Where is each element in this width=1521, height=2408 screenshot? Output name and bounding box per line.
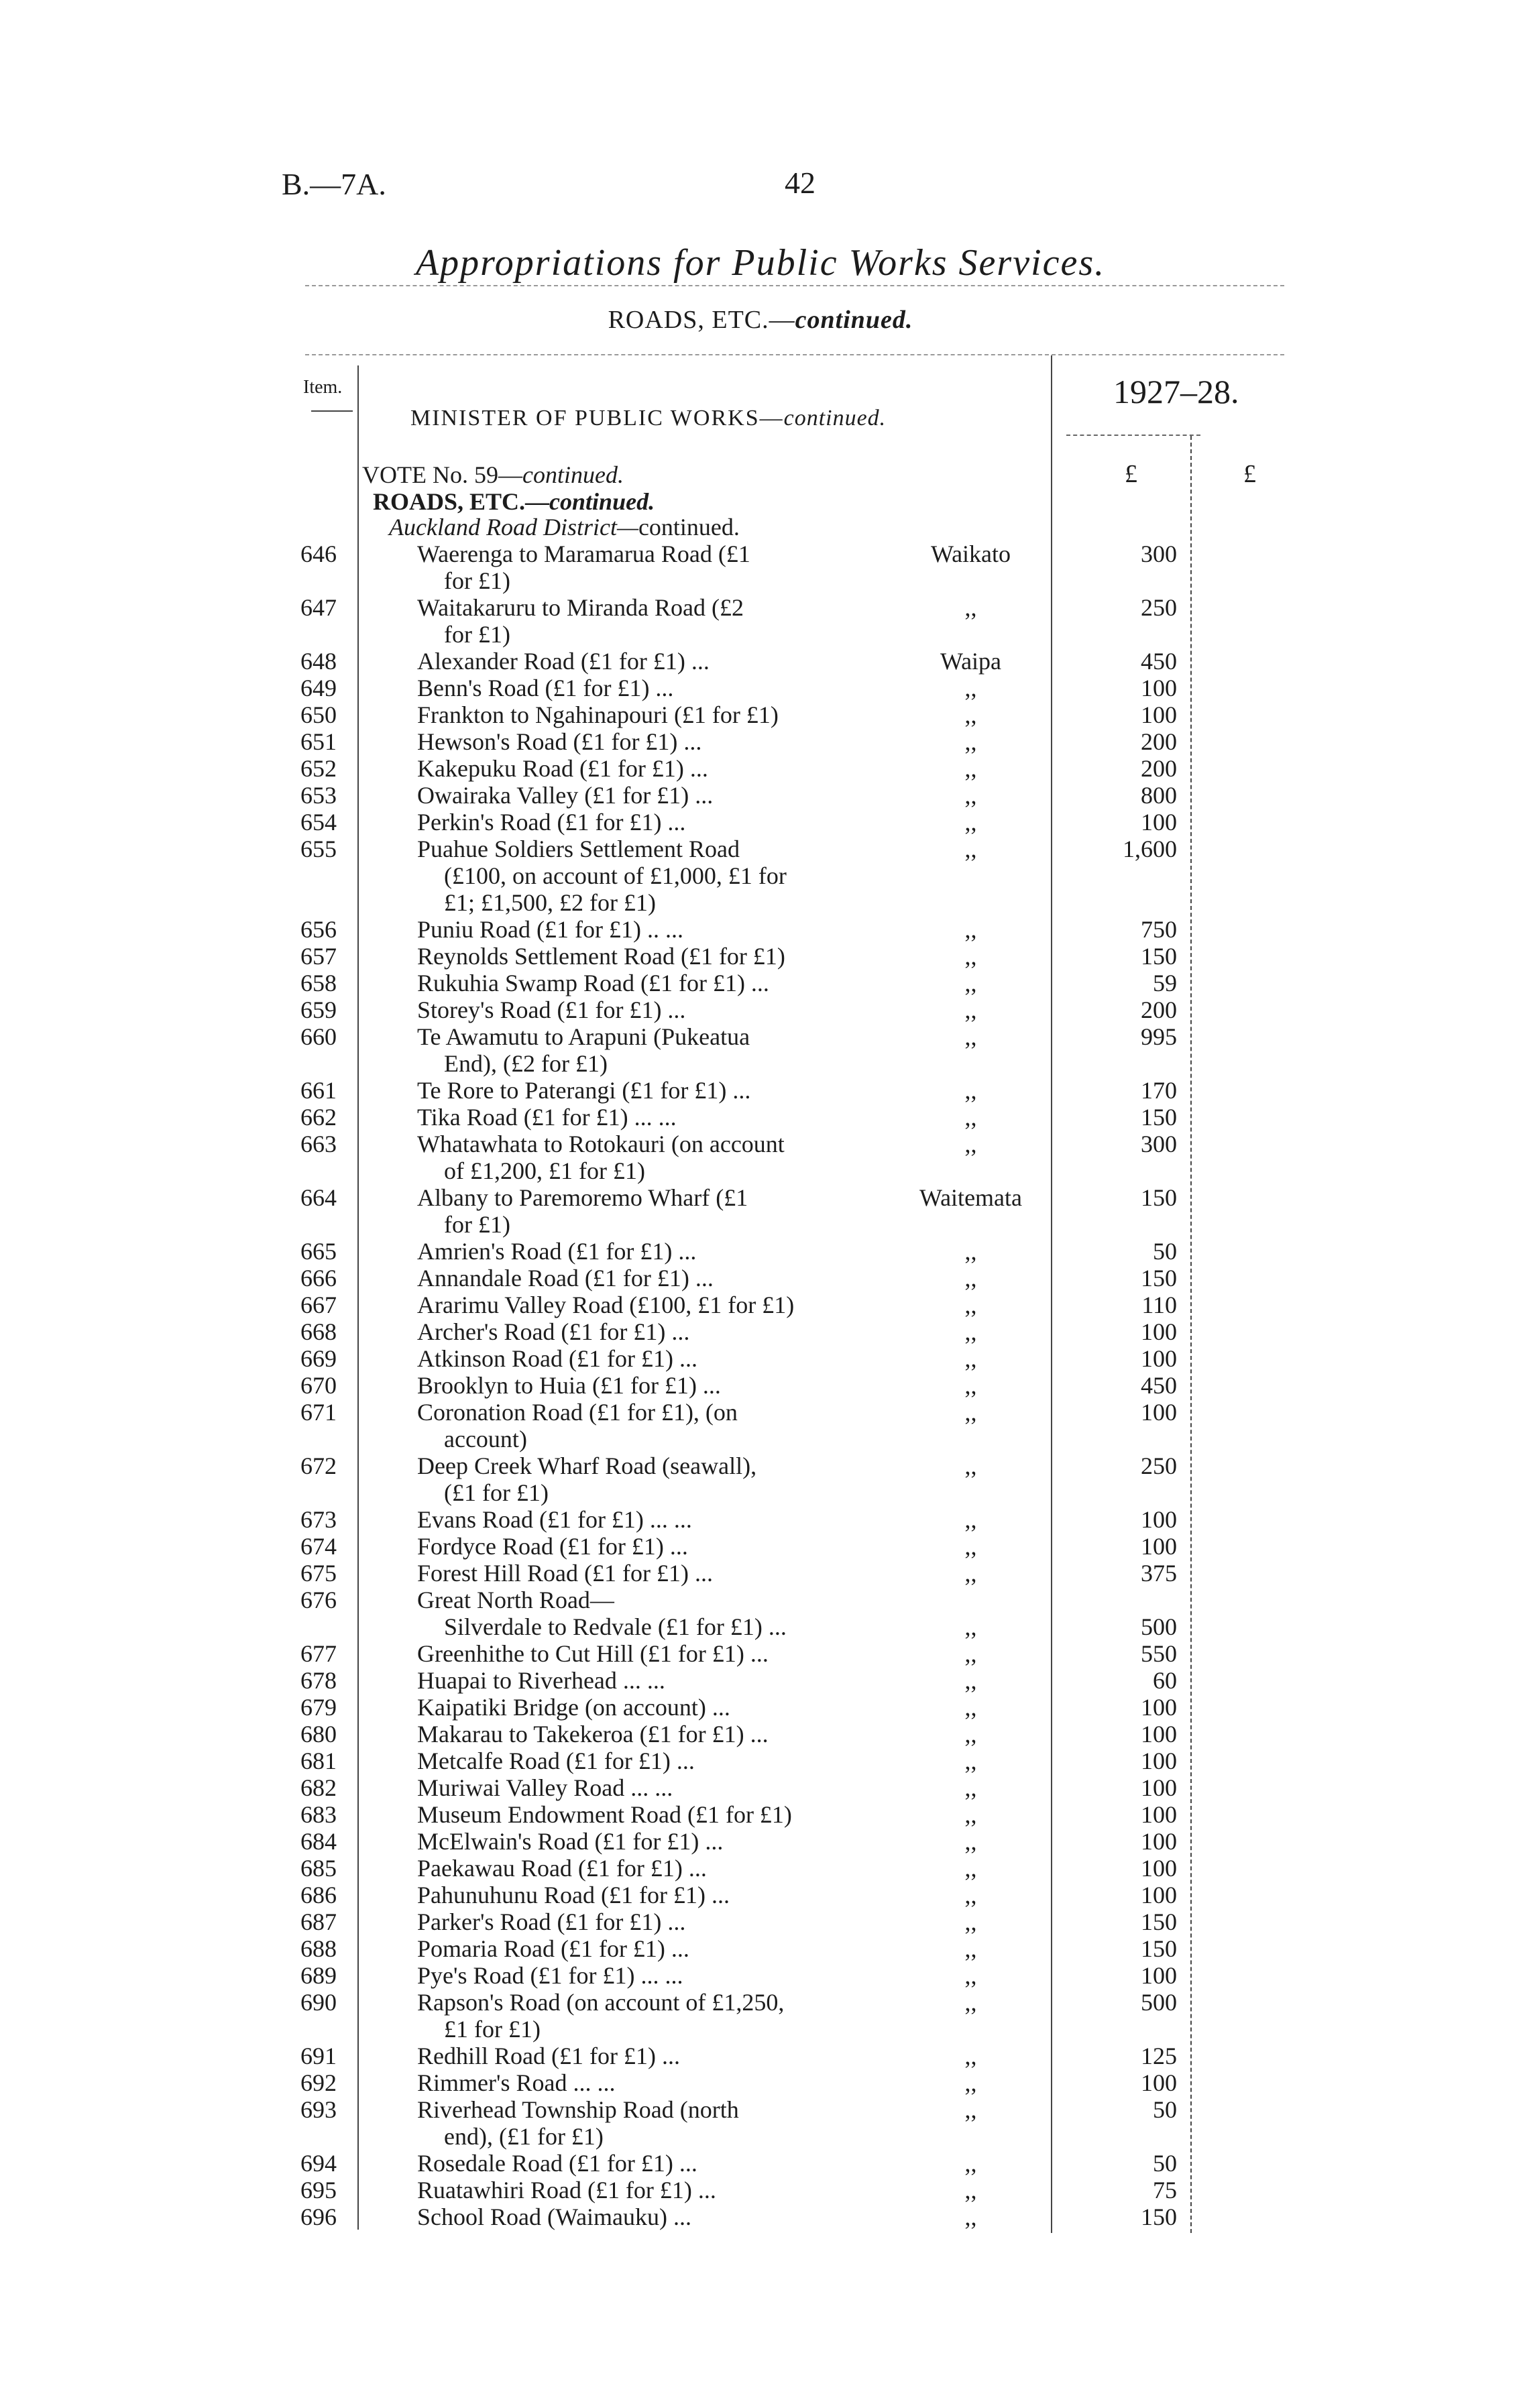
item-number: 673 xyxy=(300,1506,337,1533)
electoral-district: ,, xyxy=(964,2096,977,2123)
item-number: 688 xyxy=(300,1935,337,1962)
item-description xyxy=(417,782,860,809)
electoral-district: ,, xyxy=(964,1747,977,1774)
item-description xyxy=(417,1023,860,1077)
description-line: Te Rore to Paterangi (£1 for £1) ... xyxy=(417,1077,751,1104)
amount: 150 xyxy=(1141,1265,1177,1292)
item-description xyxy=(417,836,860,916)
amount: 100 xyxy=(1141,2069,1177,2096)
amount: 150 xyxy=(1141,943,1177,970)
item-description xyxy=(417,1721,860,1747)
electoral-district: ,, xyxy=(964,1265,977,1292)
amount: 75 xyxy=(1153,2177,1177,2203)
item-number: 660 xyxy=(300,1023,337,1050)
item-number: 652 xyxy=(300,755,337,782)
item-number: 678 xyxy=(300,1667,337,1694)
item-number: 687 xyxy=(300,1908,337,1935)
amount: 150 xyxy=(1141,2203,1177,2230)
currency-header-1: £ xyxy=(1125,460,1137,488)
amount: 800 xyxy=(1141,782,1177,809)
amount: 500 xyxy=(1141,1613,1177,1640)
vote-heading: VOTE No. 59—continued. xyxy=(362,461,624,488)
item-number: 677 xyxy=(300,1640,337,1667)
amount: 995 xyxy=(1141,1023,1177,1050)
description-line: Ruatawhiri Road (£1 for £1) ... xyxy=(417,2177,716,2203)
description-line: Silverdale to Redvale (£1 for £1) ... xyxy=(444,1613,787,1640)
electoral-district: ,, xyxy=(964,1801,977,1828)
electoral-district: ,, xyxy=(964,1292,977,1318)
item-description xyxy=(417,1238,860,1265)
description-line: Deep Creek Wharf Road (seawall), xyxy=(417,1452,757,1479)
amount: 375 xyxy=(1141,1560,1177,1587)
description-line: (£1 for £1) xyxy=(444,1479,549,1506)
electoral-district: ,, xyxy=(964,1560,977,1587)
electoral-district: ,, xyxy=(964,970,977,996)
item-number: 674 xyxy=(300,1533,337,1560)
amount: 50 xyxy=(1153,2096,1177,2123)
roads-subheading: ROADS, ETC.—continued. xyxy=(373,488,655,515)
description-line: Albany to Paremoremo Wharf (£1 xyxy=(417,1184,748,1211)
amount: 500 xyxy=(1141,1989,1177,2016)
electoral-district: ,, xyxy=(964,809,977,836)
amount: 100 xyxy=(1141,1399,1177,1426)
description-line: Frankton to Ngahinapouri (£1 for £1) xyxy=(417,701,779,728)
amount: 200 xyxy=(1141,755,1177,782)
amount: 60 xyxy=(1153,1667,1177,1694)
electoral-district: ,, xyxy=(964,1077,977,1104)
item-number: 663 xyxy=(300,1131,337,1157)
electoral-district: ,, xyxy=(964,675,977,701)
item-number: 656 xyxy=(300,916,337,943)
item-description xyxy=(417,1372,860,1399)
amount: 100 xyxy=(1141,1774,1177,1801)
item-number: 685 xyxy=(300,1855,337,1882)
amount: 100 xyxy=(1141,809,1177,836)
electoral-district: ,, xyxy=(964,2043,977,2069)
description-line: Rukuhia Swamp Road (£1 for £1) ... xyxy=(417,970,769,996)
description-line: for £1) xyxy=(444,1211,510,1238)
item-number: 666 xyxy=(300,1265,337,1292)
item-description xyxy=(417,1640,860,1667)
description-line: Pomaria Road (£1 for £1) ... xyxy=(417,1935,689,1962)
amount: 100 xyxy=(1141,1506,1177,1533)
description-line: Ararimu Valley Road (£100, £1 for £1) xyxy=(417,1292,795,1318)
item-description xyxy=(417,1560,860,1587)
item-description xyxy=(417,2203,860,2230)
item-number: 683 xyxy=(300,1801,337,1828)
description-line: end), (£1 for £1) xyxy=(444,2123,604,2150)
item-number: 648 xyxy=(300,648,337,675)
description-line: Coronation Road (£1 for £1), (on xyxy=(417,1399,738,1426)
description-line: Rapson's Road (on account of £1,250, xyxy=(417,1989,785,2016)
description-line: Te Awamutu to Arapuni (Pukeatua xyxy=(417,1023,750,1050)
description-line: Amrien's Road (£1 for £1) ... xyxy=(417,1238,697,1265)
description-line: Parker's Road (£1 for £1) ... xyxy=(417,1908,686,1935)
description-line: Waerenga to Maramarua Road (£1 xyxy=(417,540,750,567)
item-number: 670 xyxy=(300,1372,337,1399)
item-number: 646 xyxy=(300,540,337,567)
electoral-district: ,, xyxy=(964,1774,977,1801)
description-line: account) xyxy=(444,1426,527,1452)
description-line: for £1) xyxy=(444,621,510,648)
year-column-header: 1927–28. xyxy=(1113,373,1239,410)
electoral-district: ,, xyxy=(964,1506,977,1533)
description-line: Storey's Road (£1 for £1) ... xyxy=(417,996,686,1023)
electoral-district: ,, xyxy=(964,594,977,621)
amount: 100 xyxy=(1141,1694,1177,1721)
electoral-district: ,, xyxy=(964,1935,977,1962)
description-line: Museum Endowment Road (£1 for £1) xyxy=(417,1801,792,1828)
document-reference: B.—7A. xyxy=(282,167,386,201)
electoral-district: ,, xyxy=(964,782,977,809)
electoral-district: ,, xyxy=(964,2203,977,2230)
description-line: Benn's Road (£1 for £1) ... xyxy=(417,675,674,701)
amount: 100 xyxy=(1141,1855,1177,1882)
item-description xyxy=(417,1613,860,1640)
description-line: Alexander Road (£1 for £1) ... xyxy=(417,648,710,675)
item-number: 651 xyxy=(300,728,337,755)
description-line: Muriwai Valley Road ... ... xyxy=(417,1774,673,1801)
item-number: 665 xyxy=(300,1238,337,1265)
item-description xyxy=(417,1908,860,1935)
description-line: Waitakaruru to Miranda Road (£2 xyxy=(417,594,744,621)
item-number: 690 xyxy=(300,1989,337,2016)
amount: 100 xyxy=(1141,1721,1177,1747)
item-description xyxy=(417,1399,860,1452)
section-heading: ROADS, ETC.—continued. xyxy=(608,306,913,334)
item-description xyxy=(417,809,860,836)
item-description xyxy=(417,540,860,594)
description-line: Reynolds Settlement Road (£1 for £1) xyxy=(417,943,785,970)
amount: 125 xyxy=(1141,2043,1177,2069)
item-number: 647 xyxy=(300,594,337,621)
electoral-district: ,, xyxy=(964,1667,977,1694)
electoral-district: ,, xyxy=(964,1855,977,1882)
electoral-district: ,, xyxy=(964,2150,977,2177)
item-description xyxy=(417,701,860,728)
item-column-header: Item. xyxy=(303,377,343,398)
description-line: End), (£2 for £1) xyxy=(444,1050,608,1077)
amount: 1,600 xyxy=(1123,836,1177,862)
item-description xyxy=(417,648,860,675)
amount: 170 xyxy=(1141,1077,1177,1104)
description-line: of £1,200, £1 for £1) xyxy=(444,1157,645,1184)
item-number: 672 xyxy=(300,1452,337,1479)
item-description xyxy=(417,1587,860,1613)
description-line: Kaipatiki Bridge (on account) ... xyxy=(417,1694,730,1721)
description-line: Makarau to Takekeroa (£1 for £1) ... xyxy=(417,1721,769,1747)
amount: 59 xyxy=(1153,970,1177,996)
electoral-district: ,, xyxy=(964,1318,977,1345)
item-number: 675 xyxy=(300,1560,337,1587)
page-title: Appropriations for Public Works Services. xyxy=(415,242,1106,284)
description-line: Fordyce Road (£1 for £1) ... xyxy=(417,1533,688,1560)
item-description xyxy=(417,2150,860,2177)
description-line: Archer's Road (£1 for £1) ... xyxy=(417,1318,690,1345)
description-line: Greenhithe to Cut Hill (£1 for £1) ... xyxy=(417,1640,769,1667)
description-line: Atkinson Road (£1 for £1) ... xyxy=(417,1345,697,1372)
electoral-district: Waitemata xyxy=(919,1184,1023,1211)
amount: 150 xyxy=(1141,1184,1177,1211)
description-line: Pye's Road (£1 for £1) ... ... xyxy=(417,1962,683,1989)
amount: 750 xyxy=(1141,916,1177,943)
description-line: Huapai to Riverhead ... ... xyxy=(417,1667,665,1694)
item-description xyxy=(417,916,860,943)
amount: 110 xyxy=(1141,1292,1177,1318)
electoral-district: ,, xyxy=(964,836,977,862)
description-line: (£100, on account of £1,000, £1 for xyxy=(444,862,787,889)
amount: 100 xyxy=(1141,1962,1177,1989)
item-description xyxy=(417,1292,860,1318)
item-number: 679 xyxy=(300,1694,337,1721)
electoral-district: ,, xyxy=(964,1345,977,1372)
electoral-district: ,, xyxy=(964,916,977,943)
item-number: 650 xyxy=(300,701,337,728)
description-line: Perkin's Road (£1 for £1) ... xyxy=(417,809,686,836)
amount: 200 xyxy=(1141,728,1177,755)
electoral-district: ,, xyxy=(964,755,977,782)
amount: 100 xyxy=(1141,1747,1177,1774)
item-number: 658 xyxy=(300,970,337,996)
item-description xyxy=(417,943,860,970)
item-description xyxy=(417,970,860,996)
electoral-district: ,, xyxy=(964,2177,977,2203)
item-description xyxy=(417,1452,860,1506)
description-line: Hewson's Road (£1 for £1) ... xyxy=(417,728,702,755)
description-line: Brooklyn to Huia (£1 for £1) ... xyxy=(417,1372,721,1399)
item-number: 657 xyxy=(300,943,337,970)
item-column-divider xyxy=(357,365,359,2230)
item-number: 671 xyxy=(300,1399,337,1426)
item-number: 680 xyxy=(300,1721,337,1747)
amount: 450 xyxy=(1141,1372,1177,1399)
electoral-district: Waikato xyxy=(930,540,1011,567)
item-number: 649 xyxy=(300,675,337,701)
item-number: 694 xyxy=(300,2150,337,2177)
description-line: Kakepuku Road (£1 for £1) ... xyxy=(417,755,708,782)
electoral-district: ,, xyxy=(964,1989,977,2016)
item-description xyxy=(417,1345,860,1372)
electoral-district: ,, xyxy=(964,1023,977,1050)
description-line: £1; £1,500, £2 for £1) xyxy=(444,889,656,916)
item-description xyxy=(417,2096,860,2150)
item-description xyxy=(417,1265,860,1292)
electoral-district: ,, xyxy=(964,1882,977,1908)
item-description xyxy=(417,1184,860,1238)
item-description xyxy=(417,728,860,755)
electoral-district: ,, xyxy=(964,1640,977,1667)
item-description xyxy=(417,2177,860,2203)
item-description xyxy=(417,1962,860,1989)
item-number: 693 xyxy=(300,2096,337,2123)
item-number: 684 xyxy=(300,1828,337,1855)
district-column-divider xyxy=(1051,355,1052,2233)
item-description xyxy=(417,1882,860,1908)
description-line: Great North Road— xyxy=(417,1587,614,1613)
amount: 100 xyxy=(1141,701,1177,728)
electoral-district: ,, xyxy=(964,1238,977,1265)
electoral-district: ,, xyxy=(964,1452,977,1479)
description-line: Puahue Soldiers Settlement Road xyxy=(417,836,740,862)
electoral-district: ,, xyxy=(964,1694,977,1721)
description-line: Pahunuhunu Road (£1 for £1) ... xyxy=(417,1882,730,1908)
description-line: for £1) xyxy=(444,567,510,594)
amount: 50 xyxy=(1153,2150,1177,2177)
item-number: 655 xyxy=(300,836,337,862)
currency-header-2: £ xyxy=(1243,460,1256,488)
electoral-district: Waipa xyxy=(940,648,1002,675)
item-number: 695 xyxy=(300,2177,337,2203)
amount: 150 xyxy=(1141,1908,1177,1935)
item-description xyxy=(417,1828,860,1855)
item-number: 696 xyxy=(300,2203,337,2230)
amount: 100 xyxy=(1141,1801,1177,1828)
amount: 300 xyxy=(1141,1131,1177,1157)
electoral-district: ,, xyxy=(964,1721,977,1747)
amount: 200 xyxy=(1141,996,1177,1023)
amount: 100 xyxy=(1141,675,1177,701)
item-description xyxy=(417,2043,860,2069)
description-line: Rimmer's Road ... ... xyxy=(417,2069,616,2096)
description-line: Metcalfe Road (£1 for £1) ... xyxy=(417,1747,695,1774)
description-line: Annandale Road (£1 for £1) ... xyxy=(417,1265,714,1292)
electoral-district: ,, xyxy=(964,943,977,970)
description-line: Riverhead Township Road (north xyxy=(417,2096,739,2123)
item-description xyxy=(417,1694,860,1721)
amount: 100 xyxy=(1141,1533,1177,1560)
item-number: 686 xyxy=(300,1882,337,1908)
item-description xyxy=(417,1667,860,1694)
item-number: 661 xyxy=(300,1077,337,1104)
amount-column-divider xyxy=(1190,436,1192,2233)
electoral-district: ,, xyxy=(964,1372,977,1399)
item-number: 682 xyxy=(300,1774,337,1801)
item-description xyxy=(417,1104,860,1131)
electoral-district: ,, xyxy=(964,1104,977,1131)
page-number: 42 xyxy=(785,166,815,200)
amount: 550 xyxy=(1141,1640,1177,1667)
description-line: McElwain's Road (£1 for £1) ... xyxy=(417,1828,724,1855)
amount: 300 xyxy=(1141,540,1177,567)
item-number: 653 xyxy=(300,782,337,809)
electoral-district: ,, xyxy=(964,1131,977,1157)
item-number: 664 xyxy=(300,1184,337,1211)
amount: 250 xyxy=(1141,1452,1177,1479)
item-description xyxy=(417,1935,860,1962)
item-description xyxy=(417,1131,860,1184)
item-number: 689 xyxy=(300,1962,337,1989)
electoral-district: ,, xyxy=(964,2069,977,2096)
description-line: Whatawhata to Rotokauri (on account xyxy=(417,1131,785,1157)
item-description xyxy=(417,594,860,648)
item-number: 667 xyxy=(300,1292,337,1318)
item-description xyxy=(417,1077,860,1104)
amount: 100 xyxy=(1141,1882,1177,1908)
item-number: 691 xyxy=(300,2043,337,2069)
electoral-district: ,, xyxy=(964,1613,977,1640)
electoral-district: ,, xyxy=(964,728,977,755)
description-line: Forest Hill Road (£1 for £1) ... xyxy=(417,1560,713,1587)
item-number: 669 xyxy=(300,1345,337,1372)
item-description xyxy=(417,755,860,782)
description-line: Redhill Road (£1 for £1) ... xyxy=(417,2043,680,2069)
amount: 150 xyxy=(1141,1104,1177,1131)
electoral-district: ,, xyxy=(964,1962,977,1989)
description-line: Paekawau Road (£1 for £1) ... xyxy=(417,1855,707,1882)
item-description xyxy=(417,1318,860,1345)
amount: 50 xyxy=(1153,1238,1177,1265)
electoral-district: ,, xyxy=(964,1908,977,1935)
amount: 150 xyxy=(1141,1935,1177,1962)
item-header-dash xyxy=(311,410,353,412)
item-number: 659 xyxy=(300,996,337,1023)
description-line: Puniu Road (£1 for £1) .. ... xyxy=(417,916,683,943)
amount: 450 xyxy=(1141,648,1177,675)
description-line: Evans Road (£1 for £1) ... ... xyxy=(417,1506,692,1533)
item-description xyxy=(417,1855,860,1882)
description-line: £1 for £1) xyxy=(444,2016,541,2043)
item-number: 668 xyxy=(300,1318,337,1345)
item-number: 681 xyxy=(300,1747,337,1774)
electoral-district: ,, xyxy=(964,1533,977,1560)
minister-heading: MINISTER OF PUBLIC WORKS—continued. xyxy=(410,406,887,431)
item-description xyxy=(417,675,860,701)
item-number: 692 xyxy=(300,2069,337,2096)
electoral-district: ,, xyxy=(964,1828,977,1855)
description-line: School Road (Waimauku) ... xyxy=(417,2203,692,2230)
district-heading: Auckland Road District—continued. xyxy=(389,514,740,540)
amount: 100 xyxy=(1141,1828,1177,1855)
item-number: 654 xyxy=(300,809,337,836)
year-rule xyxy=(1066,435,1200,436)
amount: 100 xyxy=(1141,1345,1177,1372)
amount: 250 xyxy=(1141,594,1177,621)
item-description xyxy=(417,1506,860,1533)
description-line: Tika Road (£1 for £1) ... ... xyxy=(417,1104,677,1131)
amount: 100 xyxy=(1141,1318,1177,1345)
item-description xyxy=(417,1774,860,1801)
electoral-district: ,, xyxy=(964,701,977,728)
item-description xyxy=(417,1989,860,2043)
item-description xyxy=(417,996,860,1023)
item-description xyxy=(417,2069,860,2096)
item-number: 676 xyxy=(300,1587,337,1613)
item-number: 662 xyxy=(300,1104,337,1131)
electoral-district: ,, xyxy=(964,1399,977,1426)
item-description xyxy=(417,1533,860,1560)
description-line: Owairaka Valley (£1 for £1) ... xyxy=(417,782,714,809)
description-line: Rosedale Road (£1 for £1) ... xyxy=(417,2150,697,2177)
electoral-district: ,, xyxy=(964,996,977,1023)
item-description xyxy=(417,1801,860,1828)
item-description xyxy=(417,1747,860,1774)
